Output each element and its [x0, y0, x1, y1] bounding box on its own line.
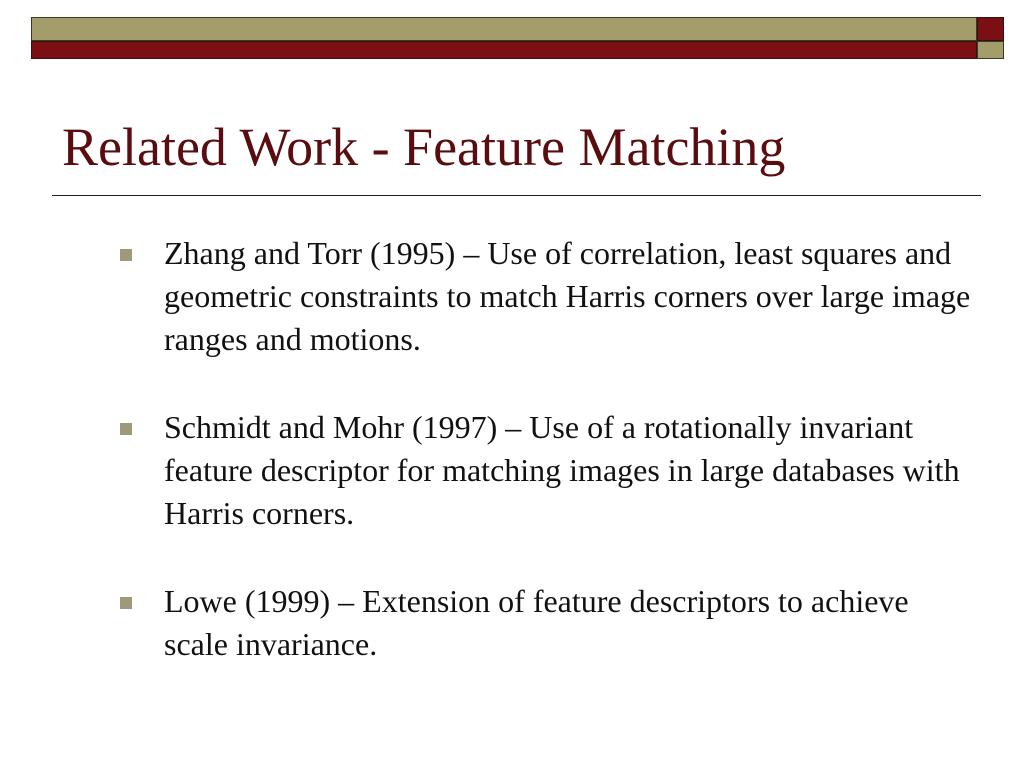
header-bar-olive [31, 17, 977, 41]
bullet-item [118, 232, 978, 361]
bullet-item [118, 580, 978, 666]
bullet-text: Zhang and Torr (1995) – Use of correlation, least squares and geometric constraints to match Harris corners over large image ranges and motions. [164, 235, 971, 357]
bullet-text: Schmidt and Mohr (1997) – Use of a rotationally invariant feature descriptor for matching images in large databases with Harris corners. [164, 409, 960, 531]
square-bullet-icon [120, 597, 132, 609]
header-square-olive [977, 41, 1004, 59]
bullet-item [118, 406, 978, 535]
bullet-text: Lowe (1999) – Extension of feature descriptors to achieve scale invariance. [164, 583, 909, 662]
square-bullet-icon [120, 249, 132, 261]
slide-title: Related Work - Feature Matching [62, 117, 786, 177]
header-square-maroon [977, 17, 1004, 41]
bullet-list [118, 232, 978, 711]
header-bar-maroon [31, 41, 977, 59]
square-bullet-icon [120, 423, 132, 435]
title-divider [52, 195, 981, 196]
